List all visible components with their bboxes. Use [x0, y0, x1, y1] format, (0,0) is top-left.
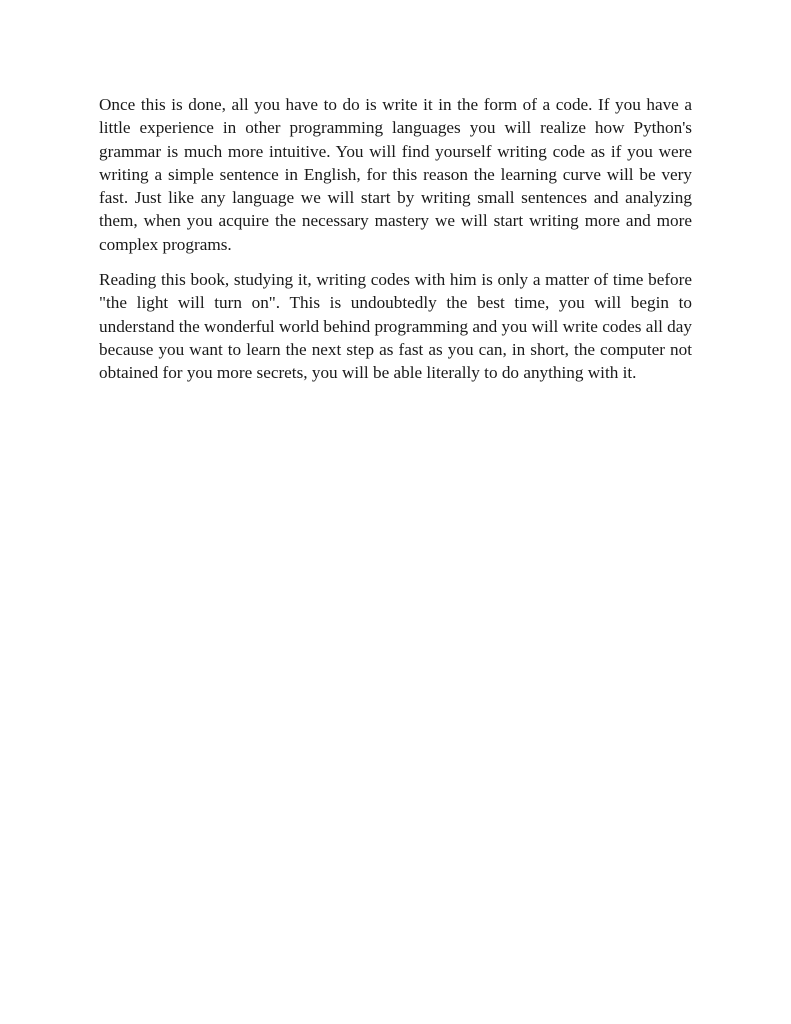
body-text [99, 93, 692, 397]
paragraph-1: Once this is done, all you have to do is write it in the form of a code. If you have a little experience in other programming languages you will realize how Python's grammar is much more intuitive. You will find yourself writing code as if you were writing a simple sentence in English, for this reason the learning curve will be very fast. Just like any language we will start by writing small sentences and analyzing them, when you acquire the necessary mastery we will start writing more and more complex programs. [99, 95, 692, 254]
paragraph-2: Reading this book, studying it, writing codes with him is only a matter of time before "the light will turn on". This is undoubtedly the best time, you will begin to understand the wonderful world behind programming and you will write codes all day because you want to learn the next step as fast as you can, in short, the computer not obtained for you more secrets, you will be able literally to do anything with it. [99, 270, 692, 383]
